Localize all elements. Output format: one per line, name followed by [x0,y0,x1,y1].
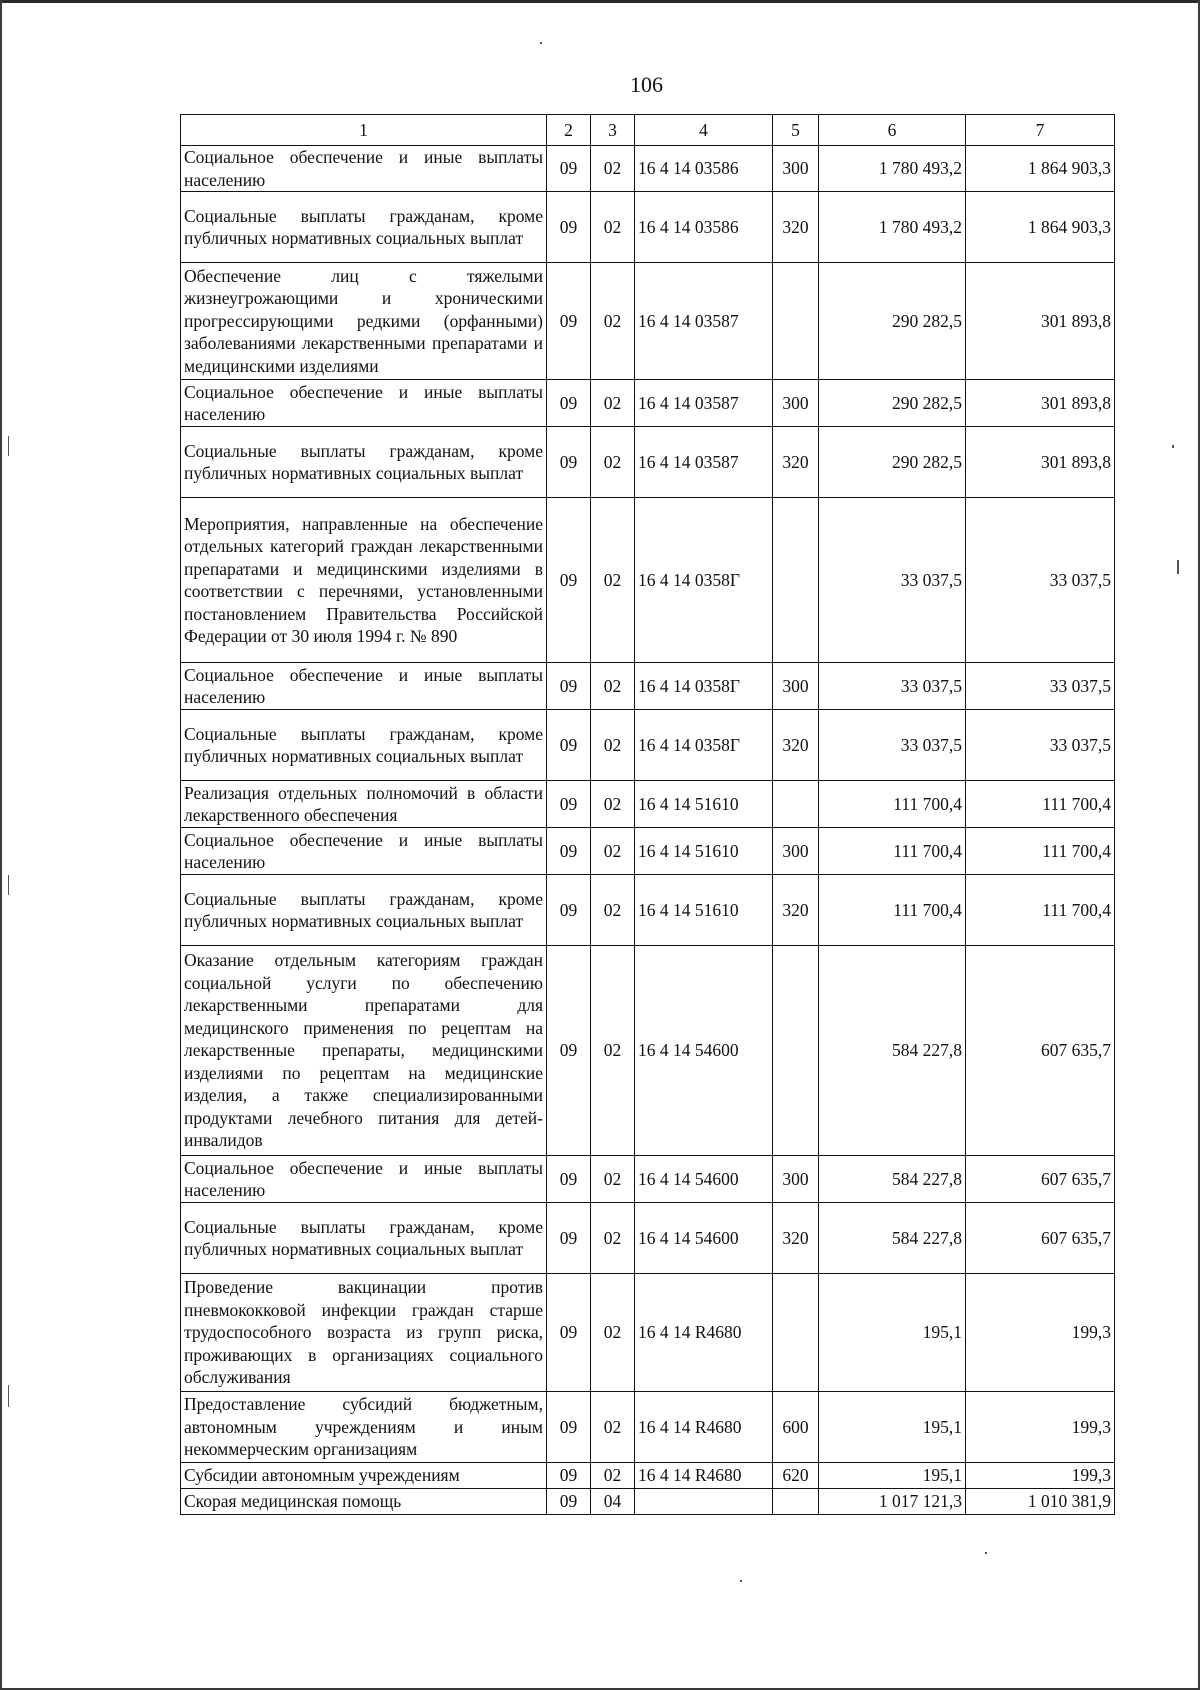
budget-table [180,114,1115,1515]
row-subsection: 02 [591,781,635,828]
row-sum-col7: 301 893,8 [966,380,1115,427]
row-subsection: 02 [591,875,635,946]
row-target-article: 16 4 14 R4680 [635,1274,773,1392]
row-sum-col6: 290 282,5 [819,427,966,498]
table-row [181,192,1115,263]
row-expense-type [773,1274,819,1392]
row-subsection: 02 [591,946,635,1156]
row-target-article: 16 4 14 0358Г [635,663,773,710]
header-col-2: 2 [547,115,591,146]
row-sum-col7: 111 700,4 [966,828,1115,875]
row-subsection: 02 [591,828,635,875]
row-sum-col6: 111 700,4 [819,781,966,828]
row-subsection: 02 [591,1392,635,1463]
row-expense-type: 300 [773,146,819,192]
row-section: 09 [547,1392,591,1463]
header-col-4: 4 [635,115,773,146]
row-target-article: 16 4 14 0358Г [635,710,773,781]
row-target-article [635,1489,773,1515]
row-sum-col6: 111 700,4 [819,828,966,875]
row-section: 09 [547,380,591,427]
row-sum-col7: 33 037,5 [966,498,1115,663]
row-sum-col6: 290 282,5 [819,263,966,380]
scan-speck [740,1580,742,1582]
row-section: 09 [547,1203,591,1274]
row-expense-type: 320 [773,427,819,498]
row-name: Предоставление субсидий бюджетным, автономным учреждениям и иным некоммерческим организациям [181,1392,547,1463]
scan-speck [985,1552,987,1554]
row-expense-type [773,1489,819,1515]
row-target-article: 16 4 14 51610 [635,828,773,875]
row-name: Обеспечение лиц с тяжелыми жизнеугрожающими и хроническими прогрессирующими редкими (орфанными) заболеваниями лекарственными препаратами и медицинскими изделиями [181,263,547,380]
row-target-article: 16 4 14 54600 [635,946,773,1156]
row-section: 09 [547,1156,591,1203]
row-target-article: 16 4 14 54600 [635,1156,773,1203]
row-name: Оказание отдельным категориям граждан социальной услуги по обеспечению лекарственными препаратами для медицинского применения по рецептам на лекарственные препараты, медицинскими изделиями по рецептам на медицинские изделия, а также специализированными продуктами лечебного питания для детей-инвалидов [181,946,547,1156]
header-col-5: 5 [773,115,819,146]
row-sum-col7: 33 037,5 [966,663,1115,710]
row-sum-col7: 1 864 903,3 [966,146,1115,192]
row-sum-col7: 607 635,7 [966,1156,1115,1203]
row-name: Социальное обеспечение и иные выплаты населению [181,1156,547,1203]
row-sum-col7: 1 864 903,3 [966,192,1115,263]
row-target-article: 16 4 14 54600 [635,1203,773,1274]
row-section: 09 [547,710,591,781]
row-expense-type: 320 [773,192,819,263]
row-name: Социальные выплаты гражданам, кроме публичных нормативных социальных выплат [181,875,547,946]
row-subsection: 02 [591,427,635,498]
row-target-article: 16 4 14 03587 [635,427,773,498]
row-sum-col6: 111 700,4 [819,875,966,946]
row-sum-col6: 33 037,5 [819,498,966,663]
header-col-3: 3 [591,115,635,146]
row-sum-col7: 33 037,5 [966,710,1115,781]
row-target-article: 16 4 14 R4680 [635,1463,773,1489]
header-row [181,115,1115,146]
row-section: 09 [547,1489,591,1515]
scan-speck [540,42,542,44]
row-subsection: 02 [591,1156,635,1203]
row-sum-col6: 584 227,8 [819,946,966,1156]
row-sum-col7: 1 010 381,9 [966,1489,1115,1515]
row-subsection: 02 [591,146,635,192]
row-sum-col6: 1 780 493,2 [819,192,966,263]
row-sum-col7: 301 893,8 [966,427,1115,498]
row-sum-col7: 301 893,8 [966,263,1115,380]
row-section: 09 [547,1463,591,1489]
row-expense-type: 300 [773,1156,819,1203]
row-sum-col7: 111 700,4 [966,781,1115,828]
row-target-article: 16 4 14 03586 [635,146,773,192]
table-row [181,781,1115,828]
table-row [181,1274,1115,1392]
row-subsection: 02 [591,710,635,781]
scan-speck [1177,560,1179,574]
scan-edge-left [0,0,2,1690]
row-sum-col6: 584 227,8 [819,1156,966,1203]
row-sum-col7: 607 635,7 [966,1203,1115,1274]
table-row [181,663,1115,710]
row-expense-type [773,498,819,663]
header-col-1: 1 [181,115,547,146]
row-sum-col6: 195,1 [819,1274,966,1392]
row-expense-type: 600 [773,1392,819,1463]
table-row [181,1392,1115,1463]
row-target-article: 16 4 14 03587 [635,380,773,427]
scan-speck [8,436,9,456]
table-row [181,146,1115,192]
row-subsection: 02 [591,263,635,380]
row-sum-col7: 199,3 [966,1274,1115,1392]
row-expense-type: 300 [773,828,819,875]
table-row [181,427,1115,498]
row-name: Социальное обеспечение и иные выплаты населению [181,380,547,427]
row-expense-type [773,946,819,1156]
row-sum-col6: 195,1 [819,1463,966,1489]
row-name: Социальное обеспечение и иные выплаты населению [181,828,547,875]
row-target-article: 16 4 14 0358Г [635,498,773,663]
scan-speck [8,1385,9,1407]
row-sum-col6: 1 780 493,2 [819,146,966,192]
row-sum-col6: 33 037,5 [819,710,966,781]
row-subsection: 02 [591,663,635,710]
row-sum-col6: 33 037,5 [819,663,966,710]
row-expense-type: 320 [773,710,819,781]
table-body [181,146,1115,1515]
row-name: Скорая медицинская помощь [181,1489,547,1515]
row-name: Субсидии автономным учреждениям [181,1463,547,1489]
header-col-6: 6 [819,115,966,146]
row-expense-type: 300 [773,380,819,427]
row-name: Проведение вакцинации против пневмококковой инфекции граждан старше трудоспособного возраста из групп риска, проживающих в организациях социального обслуживания [181,1274,547,1392]
row-sum-col7: 199,3 [966,1392,1115,1463]
row-name: Социальные выплаты гражданам, кроме публичных нормативных социальных выплат [181,427,547,498]
row-target-article: 16 4 14 51610 [635,781,773,828]
row-section: 09 [547,663,591,710]
row-section: 09 [547,498,591,663]
row-name: Реализация отдельных полномочий в области лекарственного обеспечения [181,781,547,828]
table-row [181,1489,1115,1515]
row-section: 09 [547,146,591,192]
scan-speck [8,875,9,895]
row-expense-type: 320 [773,1203,819,1274]
row-subsection: 02 [591,1274,635,1392]
row-name: Мероприятия, направленные на обеспечение отдельных категорий граждан лекарственными препаратами и медицинскими изделиями в соответствии с перечнями, установленными постановлением Правительства Российской Федерации от 30 июля 1994 г. № 890 [181,498,547,663]
row-section: 09 [547,828,591,875]
table-row [181,875,1115,946]
row-name: Социальные выплаты гражданам, кроме публичных нормативных социальных выплат [181,192,547,263]
row-section: 09 [547,781,591,828]
table-row [181,828,1115,875]
table-row [181,1203,1115,1274]
row-subsection: 02 [591,192,635,263]
row-sum-col7: 111 700,4 [966,875,1115,946]
row-target-article: 16 4 14 51610 [635,875,773,946]
page-number: 106 [630,72,663,97]
row-section: 09 [547,192,591,263]
row-section: 09 [547,1274,591,1392]
table-row [181,946,1115,1156]
row-section: 09 [547,263,591,380]
row-expense-type: 620 [773,1463,819,1489]
row-subsection: 02 [591,380,635,427]
header-col-7: 7 [966,115,1115,146]
row-expense-type: 300 [773,663,819,710]
table-row [181,498,1115,663]
row-section: 09 [547,427,591,498]
row-sum-col6: 195,1 [819,1392,966,1463]
row-subsection: 04 [591,1489,635,1515]
row-name: Социальное обеспечение и иные выплаты населению [181,146,547,192]
row-target-article: 16 4 14 03587 [635,263,773,380]
row-sum-col6: 290 282,5 [819,380,966,427]
row-sum-col6: 1 017 121,3 [819,1489,966,1515]
row-expense-type [773,781,819,828]
row-section: 09 [547,946,591,1156]
scan-speck [1172,445,1174,448]
table-row [181,710,1115,781]
row-expense-type [773,263,819,380]
row-sum-col7: 199,3 [966,1463,1115,1489]
row-target-article: 16 4 14 R4680 [635,1392,773,1463]
row-name: Социальное обеспечение и иные выплаты населению [181,663,547,710]
table-row [181,380,1115,427]
row-expense-type: 320 [773,875,819,946]
row-sum-col6: 584 227,8 [819,1203,966,1274]
row-target-article: 16 4 14 03586 [635,192,773,263]
table-row [181,263,1115,380]
table-row [181,1463,1115,1489]
row-subsection: 02 [591,1203,635,1274]
table-row [181,1156,1115,1203]
row-subsection: 02 [591,498,635,663]
scan-edge-top [0,0,1200,3]
table-header [181,115,1115,146]
row-subsection: 02 [591,1463,635,1489]
row-sum-col7: 607 635,7 [966,946,1115,1156]
row-name: Социальные выплаты гражданам, кроме публичных нормативных социальных выплат [181,710,547,781]
row-section: 09 [547,875,591,946]
row-name: Социальные выплаты гражданам, кроме публичных нормативных социальных выплат [181,1203,547,1274]
